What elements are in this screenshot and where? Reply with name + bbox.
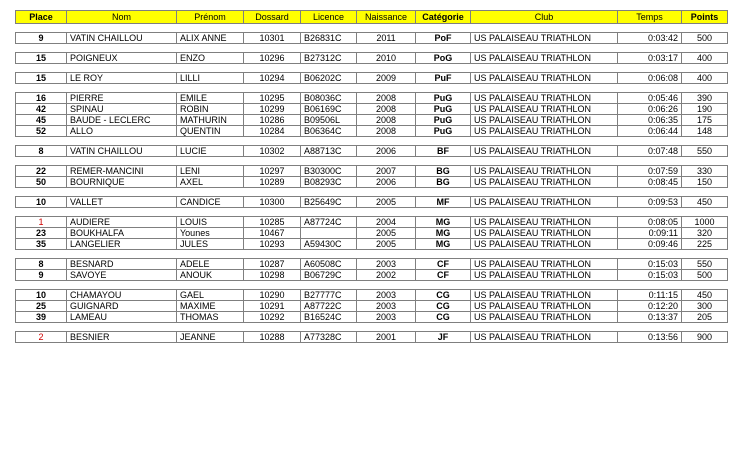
separator-cell <box>16 250 728 259</box>
cell-naissance: 2008 <box>357 126 416 137</box>
cell-points: 550 <box>682 259 728 270</box>
cell-licence: B06729C <box>301 270 357 281</box>
cell-nom: PIERRE <box>67 93 177 104</box>
cell-naissance: 2008 <box>357 104 416 115</box>
cell-naissance: 2002 <box>357 270 416 281</box>
cell-dossard: 10297 <box>244 166 301 177</box>
cell-place: 15 <box>16 73 67 84</box>
group-separator <box>16 84 728 93</box>
cell-naissance: 2003 <box>357 301 416 312</box>
header-nom: Nom <box>67 11 177 24</box>
cell-points: 148 <box>682 126 728 137</box>
table-row <box>16 115 728 126</box>
cell-prenom: ROBIN <box>177 104 244 115</box>
cell-points: 1000 <box>682 217 728 228</box>
cell-place: 8 <box>16 259 67 270</box>
table-row <box>16 197 728 208</box>
table-row <box>16 312 728 323</box>
cell-categorie: PoG <box>416 53 471 64</box>
cell-categorie: CG <box>416 290 471 301</box>
cell-dossard: 10287 <box>244 259 301 270</box>
cell-naissance: 2008 <box>357 115 416 126</box>
cell-club: US PALAISEAU TRIATHLON <box>471 166 618 177</box>
group-separator <box>16 188 728 197</box>
cell-place: 22 <box>16 166 67 177</box>
cell-naissance: 2003 <box>357 290 416 301</box>
table-row <box>16 332 728 343</box>
cell-categorie: MG <box>416 228 471 239</box>
cell-place: 16 <box>16 93 67 104</box>
header-categorie: Catégorie <box>416 11 471 24</box>
table-row <box>16 104 728 115</box>
header-dossard: Dossard <box>244 11 301 24</box>
group-separator <box>16 323 728 332</box>
cell-temps: 0:05:46 <box>618 93 682 104</box>
cell-temps: 0:03:17 <box>618 53 682 64</box>
cell-naissance: 2005 <box>357 197 416 208</box>
cell-dossard: 10284 <box>244 126 301 137</box>
cell-temps: 0:06:35 <box>618 115 682 126</box>
cell-naissance: 2007 <box>357 166 416 177</box>
group-separator <box>16 208 728 217</box>
cell-place: 39 <box>16 312 67 323</box>
cell-club: US PALAISEAU TRIATHLON <box>471 270 618 281</box>
cell-nom: BESNIER <box>67 332 177 343</box>
separator-cell <box>16 64 728 73</box>
cell-naissance: 2008 <box>357 93 416 104</box>
cell-categorie: PuG <box>416 104 471 115</box>
cell-place: 50 <box>16 177 67 188</box>
cell-licence: B27312C <box>301 53 357 64</box>
group-separator <box>16 281 728 290</box>
cell-temps: 0:08:05 <box>618 217 682 228</box>
cell-club: US PALAISEAU TRIATHLON <box>471 239 618 250</box>
cell-nom: GUIGNARD <box>67 301 177 312</box>
header-licence: Licence <box>301 11 357 24</box>
cell-dossard: 10301 <box>244 33 301 44</box>
header-temps: Temps <box>618 11 682 24</box>
results-body <box>16 24 728 343</box>
cell-licence: B06364C <box>301 126 357 137</box>
cell-prenom: LOUIS <box>177 217 244 228</box>
separator-cell <box>16 24 728 33</box>
cell-nom: CHAMAYOU <box>67 290 177 301</box>
cell-club: US PALAISEAU TRIATHLON <box>471 93 618 104</box>
results-table <box>15 10 728 343</box>
cell-place: 42 <box>16 104 67 115</box>
cell-points: 320 <box>682 228 728 239</box>
cell-licence <box>301 228 357 239</box>
cell-place: 23 <box>16 228 67 239</box>
cell-categorie: PuG <box>416 115 471 126</box>
cell-prenom: ENZO <box>177 53 244 64</box>
cell-points: 400 <box>682 73 728 84</box>
cell-categorie: BG <box>416 166 471 177</box>
cell-dossard: 10290 <box>244 290 301 301</box>
cell-temps: 0:07:48 <box>618 146 682 157</box>
cell-nom: VALLET <box>67 197 177 208</box>
cell-categorie: MG <box>416 217 471 228</box>
cell-dossard: 10295 <box>244 93 301 104</box>
group-separator <box>16 24 728 33</box>
cell-licence: A59430C <box>301 239 357 250</box>
cell-naissance: 2001 <box>357 332 416 343</box>
cell-club: US PALAISEAU TRIATHLON <box>471 53 618 64</box>
table-row <box>16 259 728 270</box>
cell-temps: 0:13:37 <box>618 312 682 323</box>
cell-nom: BESNARD <box>67 259 177 270</box>
header-points: Points <box>682 11 728 24</box>
cell-categorie: BG <box>416 177 471 188</box>
cell-licence: B16524C <box>301 312 357 323</box>
cell-prenom: QUENTIN <box>177 126 244 137</box>
cell-prenom: THOMAS <box>177 312 244 323</box>
cell-naissance: 2006 <box>357 177 416 188</box>
cell-dossard: 10298 <box>244 270 301 281</box>
cell-dossard: 10293 <box>244 239 301 250</box>
cell-nom: SPINAU <box>67 104 177 115</box>
group-separator <box>16 64 728 73</box>
cell-points: 400 <box>682 53 728 64</box>
separator-cell <box>16 84 728 93</box>
cell-temps: 0:06:26 <box>618 104 682 115</box>
cell-temps: 0:09:46 <box>618 239 682 250</box>
cell-prenom: ADELE <box>177 259 244 270</box>
cell-place: 2 <box>16 332 67 343</box>
cell-naissance: 2003 <box>357 259 416 270</box>
table-row <box>16 53 728 64</box>
cell-licence: B26831C <box>301 33 357 44</box>
cell-categorie: CF <box>416 270 471 281</box>
cell-points: 330 <box>682 166 728 177</box>
table-row <box>16 290 728 301</box>
cell-place: 10 <box>16 197 67 208</box>
cell-points: 500 <box>682 33 728 44</box>
cell-dossard: 10300 <box>244 197 301 208</box>
cell-licence: B27777C <box>301 290 357 301</box>
cell-temps: 0:09:53 <box>618 197 682 208</box>
separator-cell <box>16 323 728 332</box>
cell-categorie: PoF <box>416 33 471 44</box>
cell-naissance: 2004 <box>357 217 416 228</box>
cell-prenom: EMILE <box>177 93 244 104</box>
cell-dossard: 10291 <box>244 301 301 312</box>
cell-categorie: CF <box>416 259 471 270</box>
cell-licence: B30300C <box>301 166 357 177</box>
cell-club: US PALAISEAU TRIATHLON <box>471 197 618 208</box>
cell-categorie: JF <box>416 332 471 343</box>
cell-categorie: PuF <box>416 73 471 84</box>
cell-nom: BOUKHALFA <box>67 228 177 239</box>
cell-place: 9 <box>16 33 67 44</box>
cell-prenom: LENI <box>177 166 244 177</box>
group-separator <box>16 250 728 259</box>
cell-club: US PALAISEAU TRIATHLON <box>471 332 618 343</box>
cell-points: 190 <box>682 104 728 115</box>
table-row <box>16 177 728 188</box>
table-row <box>16 301 728 312</box>
cell-points: 500 <box>682 270 728 281</box>
cell-categorie: MF <box>416 197 471 208</box>
cell-dossard: 10302 <box>244 146 301 157</box>
cell-temps: 0:03:42 <box>618 33 682 44</box>
cell-licence: B06169C <box>301 104 357 115</box>
cell-nom: BOURNIQUE <box>67 177 177 188</box>
header-place: Place <box>16 11 67 24</box>
cell-temps: 0:09:11 <box>618 228 682 239</box>
cell-naissance: 2011 <box>357 33 416 44</box>
cell-points: 225 <box>682 239 728 250</box>
table-row <box>16 166 728 177</box>
cell-nom: POIGNEUX <box>67 53 177 64</box>
cell-club: US PALAISEAU TRIATHLON <box>471 126 618 137</box>
cell-prenom: LUCIE <box>177 146 244 157</box>
group-separator <box>16 157 728 166</box>
separator-cell <box>16 208 728 217</box>
cell-place: 8 <box>16 146 67 157</box>
cell-categorie: PuG <box>416 126 471 137</box>
cell-temps: 0:15:03 <box>618 259 682 270</box>
cell-dossard: 10286 <box>244 115 301 126</box>
cell-temps: 0:07:59 <box>618 166 682 177</box>
cell-prenom: CANDICE <box>177 197 244 208</box>
cell-club: US PALAISEAU TRIATHLON <box>471 115 618 126</box>
cell-place: 15 <box>16 53 67 64</box>
cell-place: 35 <box>16 239 67 250</box>
table-row <box>16 93 728 104</box>
cell-licence: A88713C <box>301 146 357 157</box>
cell-licence: A87722C <box>301 301 357 312</box>
cell-nom: VATIN CHAILLOU <box>67 33 177 44</box>
cell-points: 150 <box>682 177 728 188</box>
cell-categorie: CG <box>416 301 471 312</box>
cell-club: US PALAISEAU TRIATHLON <box>471 217 618 228</box>
cell-dossard: 10294 <box>244 73 301 84</box>
cell-naissance: 2006 <box>357 146 416 157</box>
table-row <box>16 228 728 239</box>
cell-prenom: ANOUK <box>177 270 244 281</box>
cell-club: US PALAISEAU TRIATHLON <box>471 301 618 312</box>
cell-dossard: 10288 <box>244 332 301 343</box>
cell-points: 300 <box>682 301 728 312</box>
cell-naissance: 2005 <box>357 239 416 250</box>
cell-club: US PALAISEAU TRIATHLON <box>471 146 618 157</box>
cell-categorie: CG <box>416 312 471 323</box>
cell-temps: 0:15:03 <box>618 270 682 281</box>
cell-nom: SAVOYE <box>67 270 177 281</box>
cell-nom: LAMEAU <box>67 312 177 323</box>
cell-points: 450 <box>682 197 728 208</box>
cell-prenom: MATHURIN <box>177 115 244 126</box>
cell-temps: 0:08:45 <box>618 177 682 188</box>
cell-dossard: 10467 <box>244 228 301 239</box>
cell-dossard: 10289 <box>244 177 301 188</box>
cell-nom: BAUDE - LECLERC <box>67 115 177 126</box>
cell-prenom: JEANNE <box>177 332 244 343</box>
separator-cell <box>16 188 728 197</box>
cell-nom: VATIN CHAILLOU <box>67 146 177 157</box>
cell-nom: REMER-MANCINI <box>67 166 177 177</box>
cell-temps: 0:12:20 <box>618 301 682 312</box>
cell-licence: A87724C <box>301 217 357 228</box>
cell-prenom: LILLI <box>177 73 244 84</box>
cell-licence: B25649C <box>301 197 357 208</box>
cell-place: 25 <box>16 301 67 312</box>
cell-prenom: GAEL <box>177 290 244 301</box>
cell-prenom: JULES <box>177 239 244 250</box>
group-separator <box>16 44 728 53</box>
cell-place: 45 <box>16 115 67 126</box>
cell-points: 205 <box>682 312 728 323</box>
table-row <box>16 33 728 44</box>
separator-cell <box>16 281 728 290</box>
cell-licence: B08036C <box>301 93 357 104</box>
cell-prenom: AXEL <box>177 177 244 188</box>
cell-temps: 0:06:44 <box>618 126 682 137</box>
cell-club: US PALAISEAU TRIATHLON <box>471 259 618 270</box>
cell-dossard: 10285 <box>244 217 301 228</box>
cell-categorie: MG <box>416 239 471 250</box>
cell-nom: ALLO <box>67 126 177 137</box>
cell-place: 10 <box>16 290 67 301</box>
cell-place: 9 <box>16 270 67 281</box>
cell-naissance: 2010 <box>357 53 416 64</box>
cell-prenom: ALIX ANNE <box>177 33 244 44</box>
cell-points: 900 <box>682 332 728 343</box>
cell-licence: A60508C <box>301 259 357 270</box>
cell-dossard: 10292 <box>244 312 301 323</box>
separator-cell <box>16 137 728 146</box>
cell-club: US PALAISEAU TRIATHLON <box>471 104 618 115</box>
cell-licence: A77328C <box>301 332 357 343</box>
cell-club: US PALAISEAU TRIATHLON <box>471 228 618 239</box>
cell-licence: B08293C <box>301 177 357 188</box>
cell-nom: LE ROY <box>67 73 177 84</box>
cell-dossard: 10299 <box>244 104 301 115</box>
cell-points: 450 <box>682 290 728 301</box>
cell-temps: 0:13:56 <box>618 332 682 343</box>
table-row <box>16 146 728 157</box>
cell-licence: B09506L <box>301 115 357 126</box>
cell-temps: 0:06:08 <box>618 73 682 84</box>
separator-cell <box>16 157 728 166</box>
cell-dossard: 10296 <box>244 53 301 64</box>
cell-points: 390 <box>682 93 728 104</box>
header-prenom: Prénom <box>177 11 244 24</box>
cell-points: 550 <box>682 146 728 157</box>
cell-naissance: 2005 <box>357 228 416 239</box>
cell-nom: AUDIERE <box>67 217 177 228</box>
cell-club: US PALAISEAU TRIATHLON <box>471 73 618 84</box>
cell-temps: 0:11:15 <box>618 290 682 301</box>
table-row <box>16 126 728 137</box>
cell-nom: LANGELIER <box>67 239 177 250</box>
cell-place: 52 <box>16 126 67 137</box>
table-row <box>16 239 728 250</box>
table-row <box>16 73 728 84</box>
cell-club: US PALAISEAU TRIATHLON <box>471 33 618 44</box>
cell-categorie: PuG <box>416 93 471 104</box>
cell-naissance: 2009 <box>357 73 416 84</box>
cell-licence: B06202C <box>301 73 357 84</box>
cell-naissance: 2003 <box>357 312 416 323</box>
header-club: Club <box>471 11 618 24</box>
cell-club: US PALAISEAU TRIATHLON <box>471 312 618 323</box>
cell-club: US PALAISEAU TRIATHLON <box>471 177 618 188</box>
group-separator <box>16 137 728 146</box>
separator-cell <box>16 44 728 53</box>
table-row <box>16 217 728 228</box>
cell-points: 175 <box>682 115 728 126</box>
cell-place: 1 <box>16 217 67 228</box>
header-row <box>16 11 728 24</box>
cell-prenom: Younes <box>177 228 244 239</box>
cell-club: US PALAISEAU TRIATHLON <box>471 290 618 301</box>
cell-prenom: MAXIME <box>177 301 244 312</box>
table-row <box>16 270 728 281</box>
cell-categorie: BF <box>416 146 471 157</box>
header-naissance: Naissance <box>357 11 416 24</box>
